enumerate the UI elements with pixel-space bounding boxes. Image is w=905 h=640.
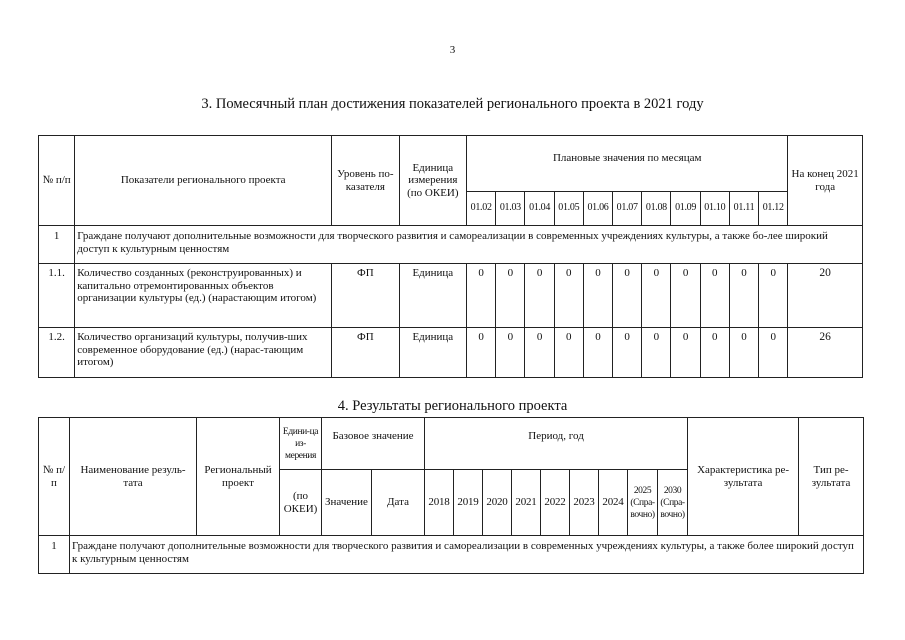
header-unit-bottom: (по ОКЕИ)	[280, 470, 322, 536]
month-value: 0	[642, 264, 671, 328]
header-project: Региональный проект	[197, 418, 280, 536]
month-value: 0	[554, 328, 583, 378]
month-value: 0	[554, 264, 583, 328]
month-header: 01.03	[496, 192, 525, 226]
header-type: Тип ре-зультата	[799, 418, 864, 536]
row-year-end: 26	[788, 328, 863, 378]
year-header: 2024	[599, 470, 628, 536]
results-table	[38, 417, 864, 574]
month-value: 0	[467, 264, 496, 328]
month-value: 0	[525, 264, 554, 328]
row-level: ФП	[332, 328, 399, 378]
year-2025-header: 2025 (Спра-вочно)	[628, 470, 658, 536]
month-header: 01.08	[642, 192, 671, 226]
month-header: 01.09	[671, 192, 700, 226]
month-header: 01.07	[613, 192, 642, 226]
month-value: 0	[496, 264, 525, 328]
header-base-date: Дата	[372, 470, 425, 536]
row-unit: Единица	[399, 328, 466, 378]
header-period: Период, год	[425, 418, 688, 470]
year-header: 2023	[570, 470, 599, 536]
row-num: 1.1.	[39, 264, 75, 328]
month-value: 0	[759, 328, 788, 378]
month-value: 0	[583, 328, 612, 378]
header-indicators: Показатели регионального проекта	[75, 136, 332, 226]
table-row	[39, 264, 863, 328]
header-unit: Единица измерения (по ОКЕИ)	[399, 136, 466, 226]
goal-row-num: 1	[39, 536, 70, 574]
table-row	[39, 328, 863, 378]
row-level: ФП	[332, 264, 399, 328]
month-value: 0	[467, 328, 496, 378]
year-header: 2020	[483, 470, 512, 536]
header-characteristic: Характеристика ре-зультата	[688, 418, 799, 536]
month-header: 01.11	[729, 192, 758, 226]
header-result-name: Наименование резуль-тата	[70, 418, 197, 536]
header-level: Уровень по-казателя	[332, 136, 399, 226]
month-header: 01.02	[467, 192, 496, 226]
header-planned: Плановые значения по месяцам	[467, 136, 788, 192]
month-value: 0	[642, 328, 671, 378]
monthly-plan-table	[38, 135, 863, 378]
header-base: Базовое значение	[322, 418, 425, 470]
month-header: 01.05	[554, 192, 583, 226]
year-header: 2018	[425, 470, 454, 536]
month-value: 0	[613, 328, 642, 378]
year-header: 2022	[541, 470, 570, 536]
year-header: 2021	[512, 470, 541, 536]
month-value: 0	[583, 264, 612, 328]
row-year-end: 20	[788, 264, 863, 328]
year-header: 2019	[454, 470, 483, 536]
month-header: 01.06	[583, 192, 612, 226]
month-header: 01.12	[759, 192, 788, 226]
year-2030-header: 2030 (Спра-вочно)	[658, 470, 688, 536]
row-name: Количество организаций культуры, получив-ших современное оборудование (ед.) (нарас-тающим итогом)	[75, 328, 332, 378]
section3-title: 3. Помесячный план достижения показателей регионального проекта в 2021 году	[201, 96, 704, 112]
month-value: 0	[671, 328, 700, 378]
month-value: 0	[613, 264, 642, 328]
row-name: Количество созданных (реконструированных) и капитально отремонтированных объектов организации культуры (ед.) (нарастающим итогом)	[75, 264, 332, 328]
month-value: 0	[729, 328, 758, 378]
page-number: 3	[449, 44, 456, 56]
header-num: № п/п	[39, 418, 70, 536]
month-value: 0	[729, 264, 758, 328]
month-value: 0	[525, 328, 554, 378]
row-unit: Единица	[399, 264, 466, 328]
month-value: 0	[496, 328, 525, 378]
header-num: № п/п	[39, 136, 75, 226]
month-value: 0	[700, 328, 729, 378]
month-value: 0	[759, 264, 788, 328]
month-value: 0	[671, 264, 700, 328]
header-unit-top: Едини-ца из-мерения	[280, 418, 322, 470]
month-header: 01.04	[525, 192, 554, 226]
goal-row-num: 1	[39, 226, 75, 264]
goal-row-text: Граждане получают дополнительные возможности для творческого развития и самореализации в современных учреждениях культуры, а также более широкий доступ к культурным ценностям	[70, 536, 864, 574]
goal-row-text: Граждане получают дополнительные возможности для творческого развития и самореализации в современных учреждениях культуры, а также бо-лее широкий доступ к культурным ценностям	[75, 226, 863, 264]
header-base-value: Значение	[322, 470, 372, 536]
row-num: 1.2.	[39, 328, 75, 378]
section4-title: 4. Результаты регионального проекта	[337, 398, 568, 414]
month-header: 01.10	[700, 192, 729, 226]
header-year-end: На конец 2021 года	[788, 136, 863, 226]
month-value: 0	[700, 264, 729, 328]
